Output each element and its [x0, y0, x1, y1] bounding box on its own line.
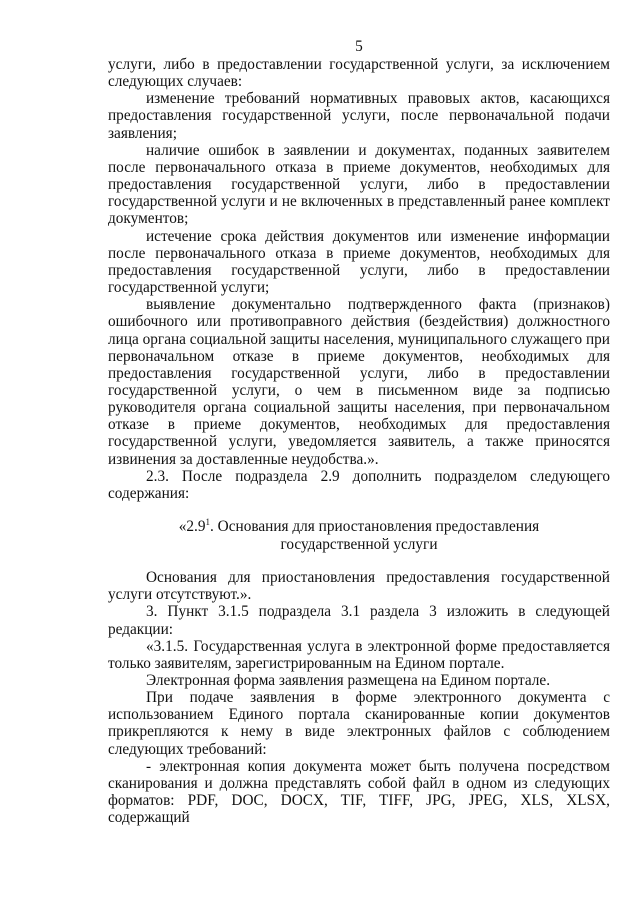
paragraph: услуги, либо в предоставлении государственной услуги, за исключением следующих случаев: [108, 56, 610, 91]
paragraph: Электронная форма заявления размещена на Едином портале. [146, 672, 551, 689]
heading-superscript: 1 [205, 516, 211, 527]
document-page [108, 38, 610, 826]
paragraph: изменение требований нормативных правовых актов, касающихся предоставления государственной услуги, после первоначальной подачи заявления; [108, 90, 610, 142]
paragraph: «3.1.5. Государственная услуга в электронной форме предоставляется только заявителям, зарегистрированным на Едином портале. [108, 637, 610, 672]
paragraph: При подаче заявления в форме электронного документа с использованием Единого портала сканированные копии документов прикрепляются к нему в виде электронных файлов с соблюдением следующих требований: [108, 689, 610, 758]
paragraph: - электронная копия документа может быть получена посредством сканирования и должна представлять собой файл в одном из следующих форматов: PDF, DOC, DOCX, TIF, TIFF, JPG, JPEG, XLS, XLSX, содержащий [108, 757, 610, 827]
body-text-after-heading [108, 569, 610, 826]
heading-prefix: «2.9 [178, 518, 206, 536]
paragraph: 2.3. После подраздела 2.9 дополнить подразделом следующего содержания: [108, 467, 610, 502]
page-number: 5 [355, 38, 363, 55]
heading-line1-rest: . Основания для приостановления предоставления [210, 518, 540, 536]
paragraph: истечение срока действия документов или изменение информации после первоначального отказа в приеме документов, необходимых для предоставления государственной услуги, либо в предоставлении государственной услуги; [108, 227, 610, 297]
body-text-before-heading [108, 56, 610, 502]
paragraph: наличие ошибок в заявлении и документах, поданных заявителем после первоначального отказа в приеме документов, необходимых для предоставления государственной услуги, либо в предоставлении государственной услуги и не включенных в представленный ранее комплект документов; [108, 141, 610, 228]
paragraph: 3. Пункт 3.1.5 подраздела 3.1 раздела 3 изложить в следующей редакции: [108, 603, 610, 638]
heading-line2: государственной услуги [280, 535, 438, 553]
paragraph: выявление документально подтвержденного факта (признаков) ошибочного или противоправного действия (бездействия) должностного лица органа социальной защиты населения, муниципального служащего при первоначальном отказе в приеме документов, необходимых для предоставления государственной услуги, либо в предоставлении государственной услуги, о чем в письменном виде за подписью руководителя органа социальной защиты населения, при первоначальном отказе в приеме документов, необходимых для предоставления государственной услуги, уведомляется заявитель, а также приносятся извинения за доставленные неудобства.». [108, 296, 610, 468]
section-heading [108, 518, 610, 553]
paragraph: Основания для приостановления предоставления государственной услуги отсутствуют.». [108, 569, 610, 604]
